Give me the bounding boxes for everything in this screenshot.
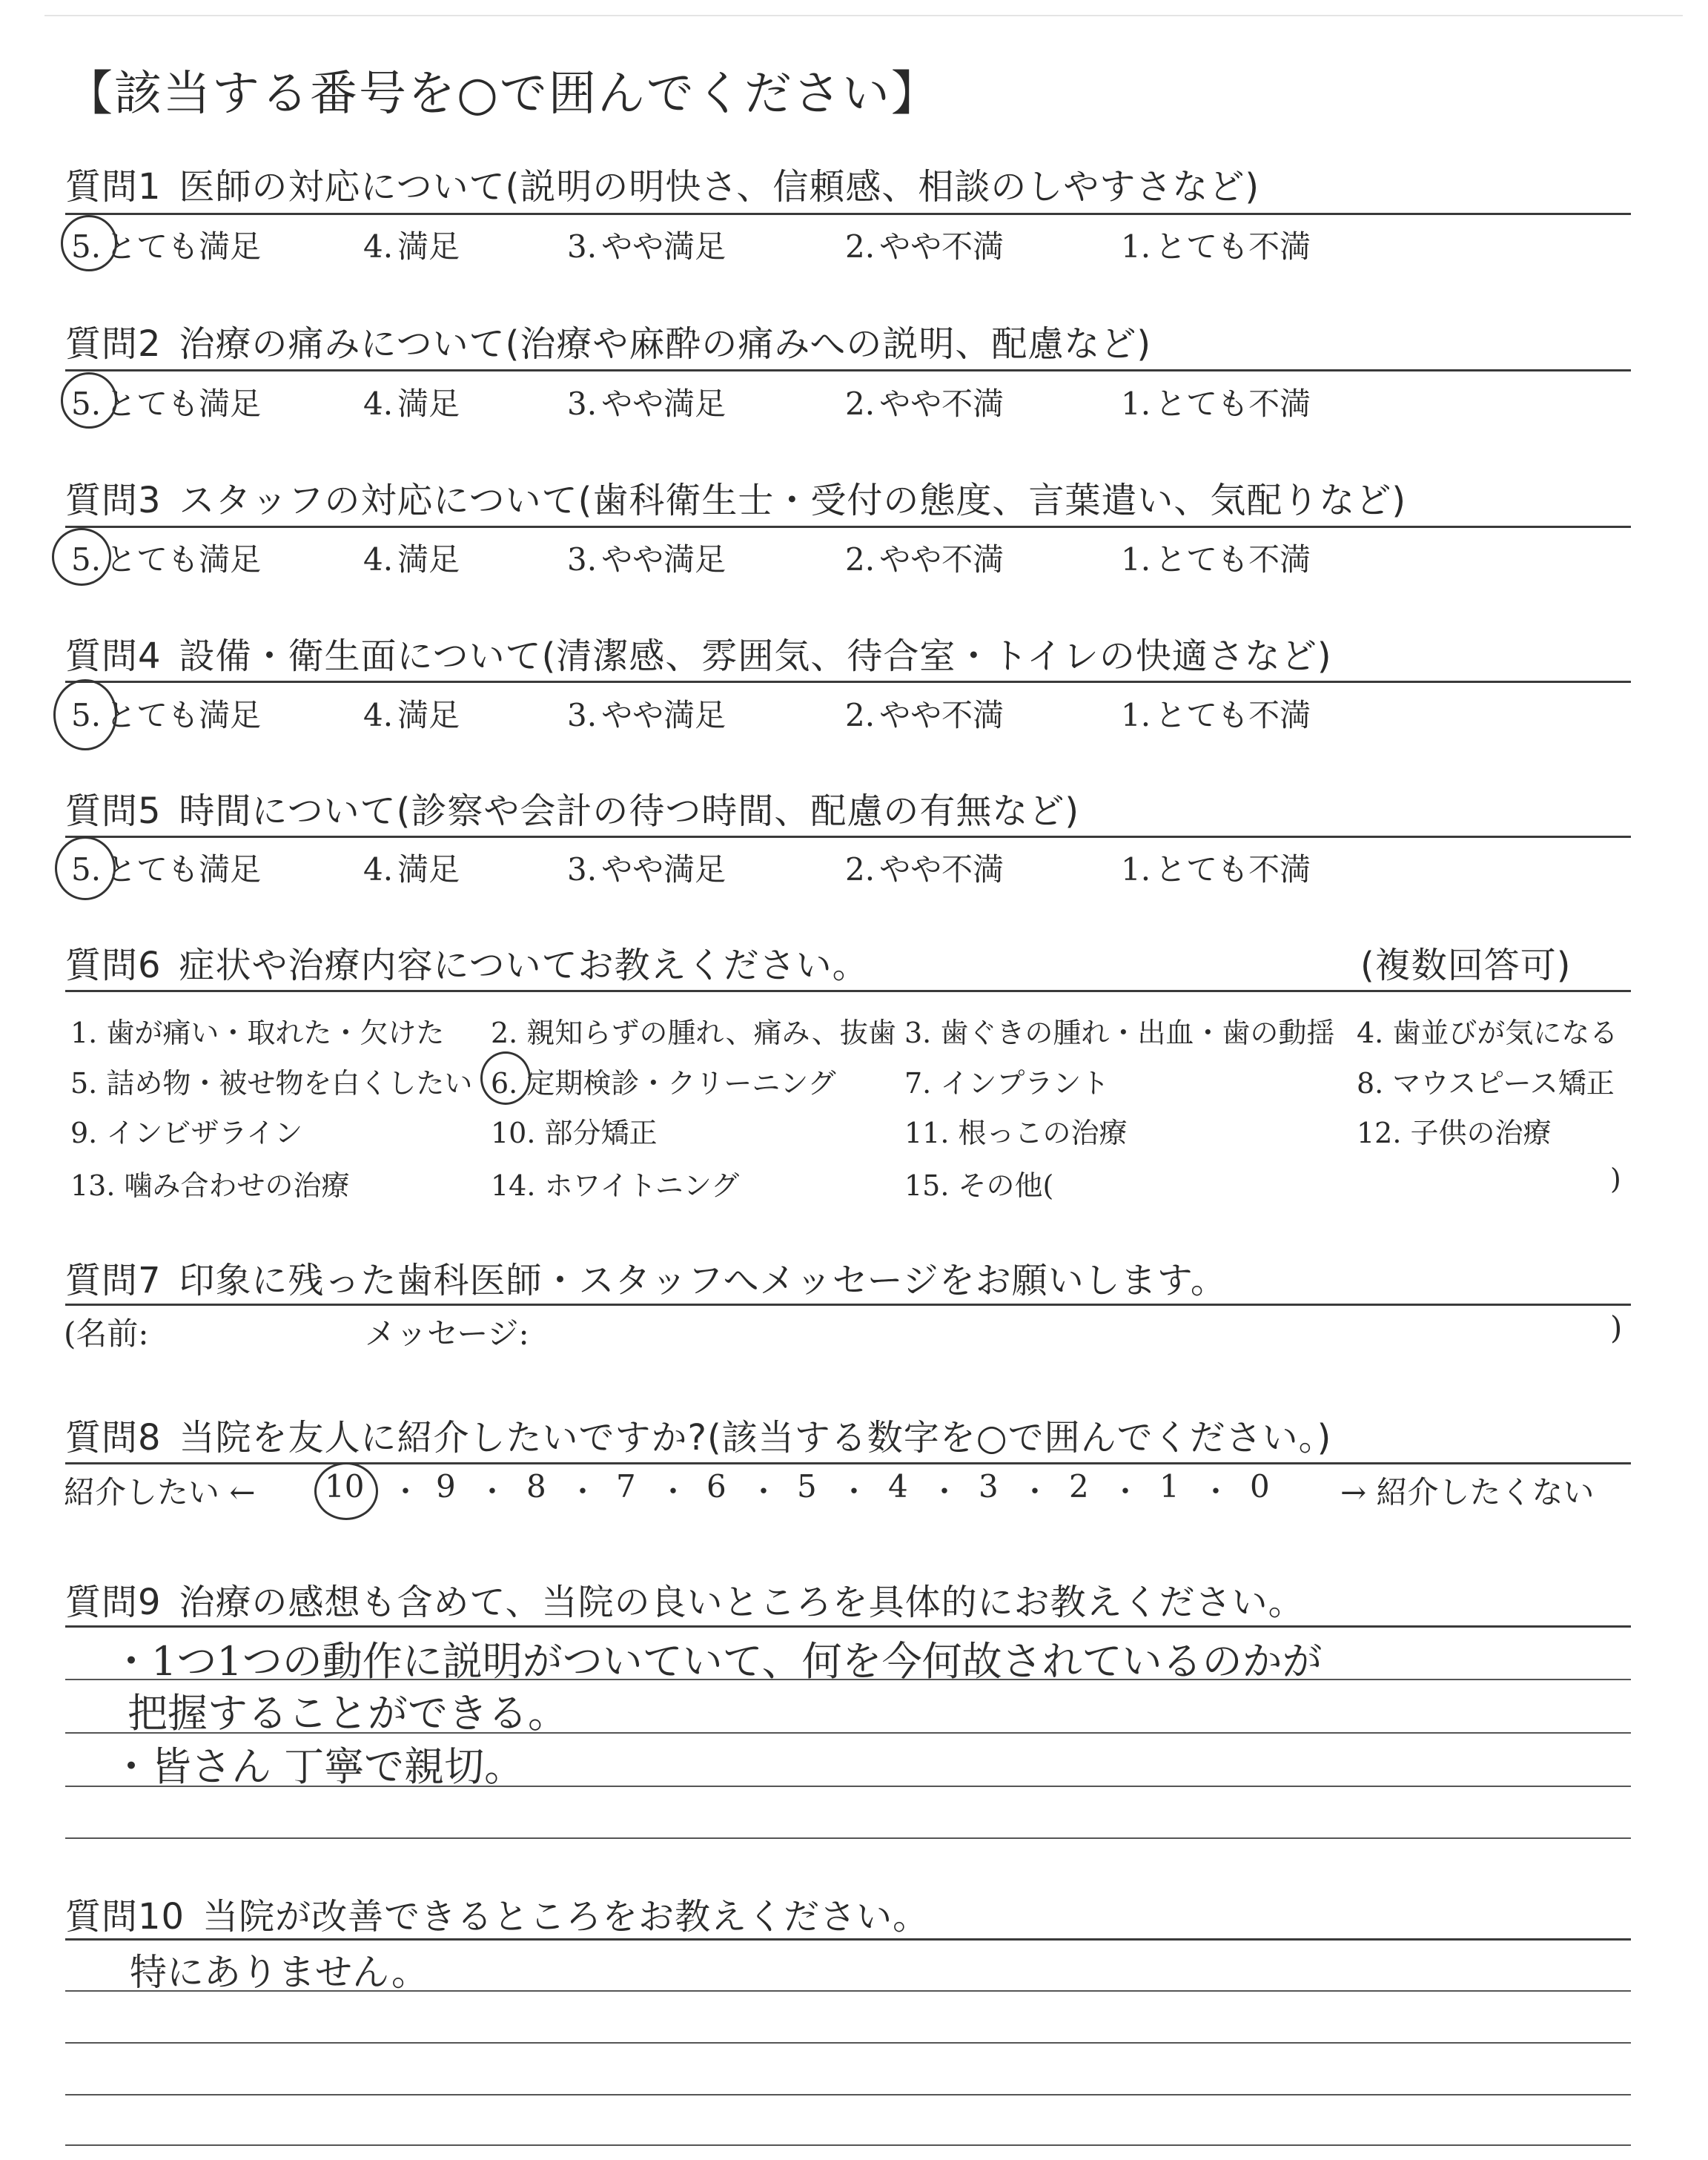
question-text: 医師の対応について(説明の明快さ、信頼感、相談のしやすさなど) xyxy=(179,166,1260,208)
q2-option-1[interactable]: 1. とても不満 xyxy=(1121,386,1311,422)
q2-option-3[interactable]: 3. やや満足 xyxy=(567,386,726,422)
q3-answer-circle xyxy=(52,528,111,586)
q8-scale-8[interactable]: 8 xyxy=(526,1468,546,1505)
rule xyxy=(65,1679,1631,1680)
q8-scale-4[interactable]: 4 xyxy=(888,1468,908,1505)
page-top-edge xyxy=(44,15,1683,16)
q3-option-3[interactable]: 3. やや満足 xyxy=(567,541,726,578)
rule xyxy=(65,1990,1631,1992)
q1-answer-circle xyxy=(61,215,117,271)
q8-scale-9[interactable]: 9 xyxy=(436,1468,456,1505)
q5-option-1[interactable]: 1. とても不満 xyxy=(1121,851,1311,888)
question-text: 治療の感想も含めて、当院の良いところを具体的にお教えください。 xyxy=(179,1582,1305,1623)
q2-option-5[interactable]: 5. とても満足 xyxy=(71,386,262,422)
rule xyxy=(65,1732,1631,1734)
q8-left-label: 紹介したい ← xyxy=(64,1474,256,1510)
q4-option-3[interactable]: 3. やや満足 xyxy=(567,697,726,733)
question-6-note: (複数回答可) xyxy=(1360,945,1572,986)
q7-close-paren: ) xyxy=(1610,1309,1623,1346)
rule xyxy=(65,1837,1631,1839)
q4-option-2[interactable]: 2. やや不満 xyxy=(845,697,1004,733)
question-number: 質問10 xyxy=(65,1896,185,1938)
question-3-title xyxy=(65,472,1406,523)
rule xyxy=(65,369,1631,371)
question-number: 質問2 xyxy=(65,323,162,365)
q6-option-8[interactable]: 8. マウスピース矯正 xyxy=(1357,1067,1615,1100)
q6-option-9[interactable]: 9. インビザライン xyxy=(70,1117,303,1149)
question-number: 質問6 xyxy=(65,945,162,986)
q8-scale-separator: ・ xyxy=(1020,1475,1050,1509)
q8-scale-separator: ・ xyxy=(658,1475,688,1509)
form-instruction-title: 【該当する番号を○で囲んでください】 xyxy=(65,67,940,122)
rule xyxy=(65,213,1631,215)
q1-option-4[interactable]: 4. 満足 xyxy=(363,228,460,265)
question-9-title xyxy=(65,1573,1305,1625)
q6-option-13[interactable]: 13. 噛み合わせの治療 xyxy=(70,1169,350,1202)
question-text: 当院を友人に紹介したいですか?(該当する数字を○で囲んでください。) xyxy=(179,1417,1332,1459)
rule xyxy=(65,2094,1631,2095)
q7-message-label: メッセージ: xyxy=(365,1315,529,1352)
q6-option-3[interactable]: 3. 歯ぐきの腫れ・出血・歯の動揺 xyxy=(904,1017,1335,1049)
q7-name-label: (名前: xyxy=(64,1315,149,1352)
q2-option-4[interactable]: 4. 満足 xyxy=(363,386,460,422)
rule xyxy=(65,1938,1631,1941)
q8-right-label: → 紹介したくない xyxy=(1340,1474,1595,1510)
question-text: 当院が改善できるところをお教えください。 xyxy=(202,1896,930,1938)
rule xyxy=(65,2042,1631,2044)
question-number: 質問7 xyxy=(65,1260,162,1301)
q8-scale-1[interactable]: 1 xyxy=(1159,1468,1179,1505)
q3-option-5[interactable]: 5. とても満足 xyxy=(71,541,262,578)
rule xyxy=(65,681,1631,683)
q5-option-3[interactable]: 3. やや満足 xyxy=(567,851,726,888)
q10-answer-line-1: 特にありません。 xyxy=(130,1951,428,1994)
q8-scale-separator: ・ xyxy=(839,1475,869,1509)
q8-scale-separator: ・ xyxy=(1110,1475,1140,1509)
question-6-title xyxy=(65,937,869,988)
q1-option-1[interactable]: 1. とても不満 xyxy=(1121,228,1311,265)
question-5-title xyxy=(65,782,1079,833)
question-number: 質問4 xyxy=(65,635,162,677)
q9-answer-line-2: 把握することができる。 xyxy=(128,1690,568,1737)
q5-option-2[interactable]: 2. やや不満 xyxy=(845,851,1004,888)
q3-option-4[interactable]: 4. 満足 xyxy=(363,541,460,578)
q3-option-2[interactable]: 2. やや不満 xyxy=(845,541,1004,578)
q1-option-2[interactable]: 2. やや不満 xyxy=(845,228,1004,265)
question-number: 質問5 xyxy=(65,790,162,832)
q6-answer-circle xyxy=(480,1051,531,1105)
q4-option-1[interactable]: 1. とても不満 xyxy=(1121,697,1311,733)
q8-scale-7[interactable]: 7 xyxy=(616,1468,636,1505)
q2-option-2[interactable]: 2. やや不満 xyxy=(845,386,1004,422)
q8-scale-separator: ・ xyxy=(930,1475,959,1509)
q8-scale-3[interactable]: 3 xyxy=(979,1468,999,1505)
rule xyxy=(65,1462,1631,1464)
question-text: 時間について(診察や会計の待つ時間、配慮の有無など) xyxy=(179,790,1080,832)
q6-option-12[interactable]: 12. 子供の治療 xyxy=(1357,1117,1552,1149)
question-10-title xyxy=(65,1888,929,1939)
q8-scale-separator: ・ xyxy=(477,1475,507,1509)
question-text: スタッフの対応について(歯科衛生士・受付の態度、言葉遣い、気配りなど) xyxy=(179,480,1407,521)
question-8-title xyxy=(65,1409,1331,1460)
q6-option-11[interactable]: 11. 根っこの治療 xyxy=(904,1117,1128,1149)
q6-option-1[interactable]: 1. 歯が痛い・取れた・欠けた xyxy=(70,1017,445,1049)
q6-option-15[interactable]: 15. その他( xyxy=(904,1169,1054,1202)
rule xyxy=(65,1786,1631,1787)
q9-answer-line-3: ・皆さん 丁寧で親切。 xyxy=(111,1743,525,1790)
rule xyxy=(65,990,1631,992)
q5-option-4[interactable]: 4. 満足 xyxy=(363,851,460,888)
q8-scale-5[interactable]: 5 xyxy=(797,1468,817,1505)
rule xyxy=(65,1304,1631,1306)
q6-option-10[interactable]: 10. 部分矯正 xyxy=(491,1117,658,1149)
question-7-title xyxy=(65,1252,1227,1303)
q8-scale-separator: ・ xyxy=(391,1475,420,1509)
q6-option-2[interactable]: 2. 親知らずの腫れ、痛み、抜歯 xyxy=(491,1017,896,1049)
q6-option-14[interactable]: 14. ホワイトニング xyxy=(491,1169,740,1202)
rule xyxy=(65,1625,1631,1628)
q4-answer-circle xyxy=(53,679,117,750)
q5-answer-circle xyxy=(55,836,116,900)
q3-option-1[interactable]: 1. とても不満 xyxy=(1121,541,1311,578)
question-number: 質問8 xyxy=(65,1417,162,1459)
rule xyxy=(65,526,1631,528)
q5-option-5[interactable]: 5. とても満足 xyxy=(71,851,262,888)
question-4-title xyxy=(65,627,1332,678)
q4-option-5[interactable]: 5. とても満足 xyxy=(71,697,262,733)
question-1-title xyxy=(65,158,1260,209)
question-number: 質問3 xyxy=(65,480,162,521)
question-text: 印象に残った歯科医師・スタッフへメッセージをお願いします。 xyxy=(179,1260,1227,1301)
q6-option-7[interactable]: 7. インプラント xyxy=(904,1067,1110,1100)
q4-option-4[interactable]: 4. 満足 xyxy=(363,697,460,733)
q2-answer-circle xyxy=(61,372,117,429)
rule xyxy=(65,2144,1631,2146)
q6-option-5[interactable]: 5. 詰め物・被せ物を白くしたい xyxy=(70,1067,473,1100)
q6-option-4[interactable]: 4. 歯並びが気になる xyxy=(1357,1017,1618,1049)
q9-answer-line-1: ・1つ1つの動作に説明がついていて、何を今何故されているのかが xyxy=(111,1638,1323,1685)
question-text: 治療の痛みについて(治療や麻酔の痛みへの説明、配慮など) xyxy=(179,323,1152,365)
question-number: 質問1 xyxy=(65,166,162,208)
q1-option-5[interactable]: 5. とても満足 xyxy=(71,228,262,265)
q8-scale-separator: ・ xyxy=(1201,1475,1231,1509)
q8-answer-circle xyxy=(314,1462,378,1520)
q8-scale-2[interactable]: 2 xyxy=(1069,1468,1089,1505)
rule xyxy=(65,836,1631,838)
q8-scale-0[interactable]: 0 xyxy=(1250,1468,1270,1505)
q6-option-6[interactable]: 6. 定期検診・クリーニング xyxy=(491,1067,836,1100)
q8-scale-separator: ・ xyxy=(568,1475,598,1509)
q8-scale-10[interactable]: 10 xyxy=(325,1468,365,1505)
q1-option-3[interactable]: 3. やや満足 xyxy=(567,228,726,265)
question-number: 質問9 xyxy=(65,1582,162,1623)
q6-other-close: ) xyxy=(1610,1163,1621,1195)
question-text: 設備・衛生面について(清潔感、雰囲気、待合室・トイレの快適さなど) xyxy=(179,635,1332,677)
question-text: 症状や治療内容についてお教えください。 xyxy=(179,945,869,986)
question-2-title xyxy=(65,315,1151,366)
q8-scale-6[interactable]: 6 xyxy=(706,1468,726,1505)
q8-scale-separator: ・ xyxy=(749,1475,778,1509)
